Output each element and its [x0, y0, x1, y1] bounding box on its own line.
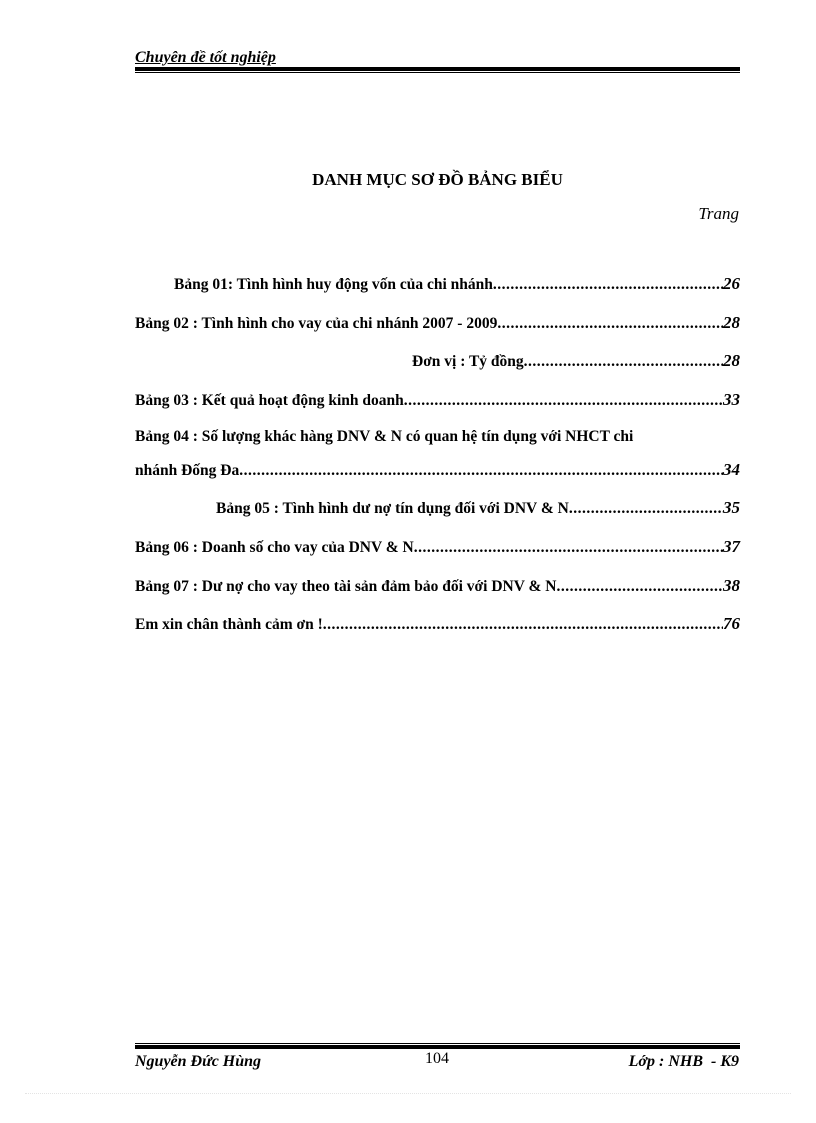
- toc-dot-leader: [239, 462, 723, 480]
- toc-entry-label-line1[interactable]: Bảng 04 : Số lượng khác hàng DNV & N có quan hệ tín dụng với NHCT chi: [135, 428, 634, 445]
- toc-dot-leader: [323, 616, 723, 634]
- header-title: Chuyên đề tốt nghiệp: [135, 49, 276, 66]
- footer-author: Nguyễn Đức Hùng: [135, 1053, 262, 1070]
- toc-entry-label: Bảng 06 : Doanh số cho vay của DNV & N: [135, 539, 414, 556]
- toc-entry-label: Bảng 03 : Kết quả hoạt động kinh doanh: [135, 392, 404, 409]
- footer-page-number: 104: [425, 1050, 449, 1067]
- toc-dot-leader: [404, 392, 723, 410]
- toc-entry-page: 37: [723, 537, 740, 556]
- toc-entry-page: 26: [723, 274, 740, 293]
- toc-entry[interactable]: [135, 390, 740, 410]
- toc-entry-label: Em xin chân thành cảm ơn !: [135, 616, 323, 633]
- toc-dot-leader: [497, 315, 723, 333]
- toc-entry-label: Đơn vị : Tỷ đồng: [412, 353, 524, 370]
- toc-entry-label: Bảng 02 : Tình hình cho vay của chi nhánh 2007 - 2009: [135, 315, 498, 332]
- toc-entry-label: nhánh Đống Đa: [135, 462, 240, 479]
- footer-class: Lớp : NHB - K9: [628, 1053, 739, 1070]
- toc-dot-leader: [556, 578, 723, 596]
- toc-entry-page: 28: [723, 313, 740, 332]
- bottom-border: [25, 1093, 791, 1094]
- toc-dot-leader: [569, 500, 723, 518]
- toc-entry-page: 34: [723, 460, 740, 479]
- toc-entry-page: 28: [723, 351, 740, 370]
- toc-entry-page: 33: [723, 390, 740, 409]
- toc-entry[interactable]: [216, 498, 740, 518]
- toc-entry-page: 35: [723, 498, 740, 517]
- toc-entry-label: Bảng 01: Tình hình huy động vốn của chi nhánh: [174, 276, 493, 293]
- page-title: DANH MỤC SƠ ĐỒ BẢNG BIỂU: [312, 170, 563, 189]
- footer-rule-thin: [135, 1043, 740, 1044]
- page-column-label: Trang: [698, 204, 739, 223]
- toc-entry[interactable]: [135, 313, 740, 333]
- toc-entry-page: 76: [723, 614, 740, 633]
- toc-dot-leader: [493, 276, 723, 294]
- toc-entry[interactable]: [135, 614, 740, 634]
- toc-entry[interactable]: [412, 351, 740, 371]
- toc-entry[interactable]: [174, 274, 740, 294]
- toc-entry-page: 38: [723, 576, 740, 595]
- toc-entry[interactable]: [135, 460, 740, 480]
- header-rule-thin: [135, 72, 740, 73]
- footer-rule-thick: [135, 1045, 740, 1049]
- toc-entry[interactable]: [135, 537, 740, 557]
- toc-entry-label: Bảng 05 : Tình hình dư nợ tín dụng đối với DNV & N: [216, 500, 569, 517]
- toc-entry-label: Bảng 07 : Dư nợ cho vay theo tài sản đảm bảo đối với DNV & N: [135, 578, 557, 595]
- toc-entry[interactable]: [135, 576, 740, 596]
- header-rule-thick: [135, 67, 740, 71]
- toc-dot-leader: [524, 353, 723, 371]
- toc-dot-leader: [414, 539, 723, 557]
